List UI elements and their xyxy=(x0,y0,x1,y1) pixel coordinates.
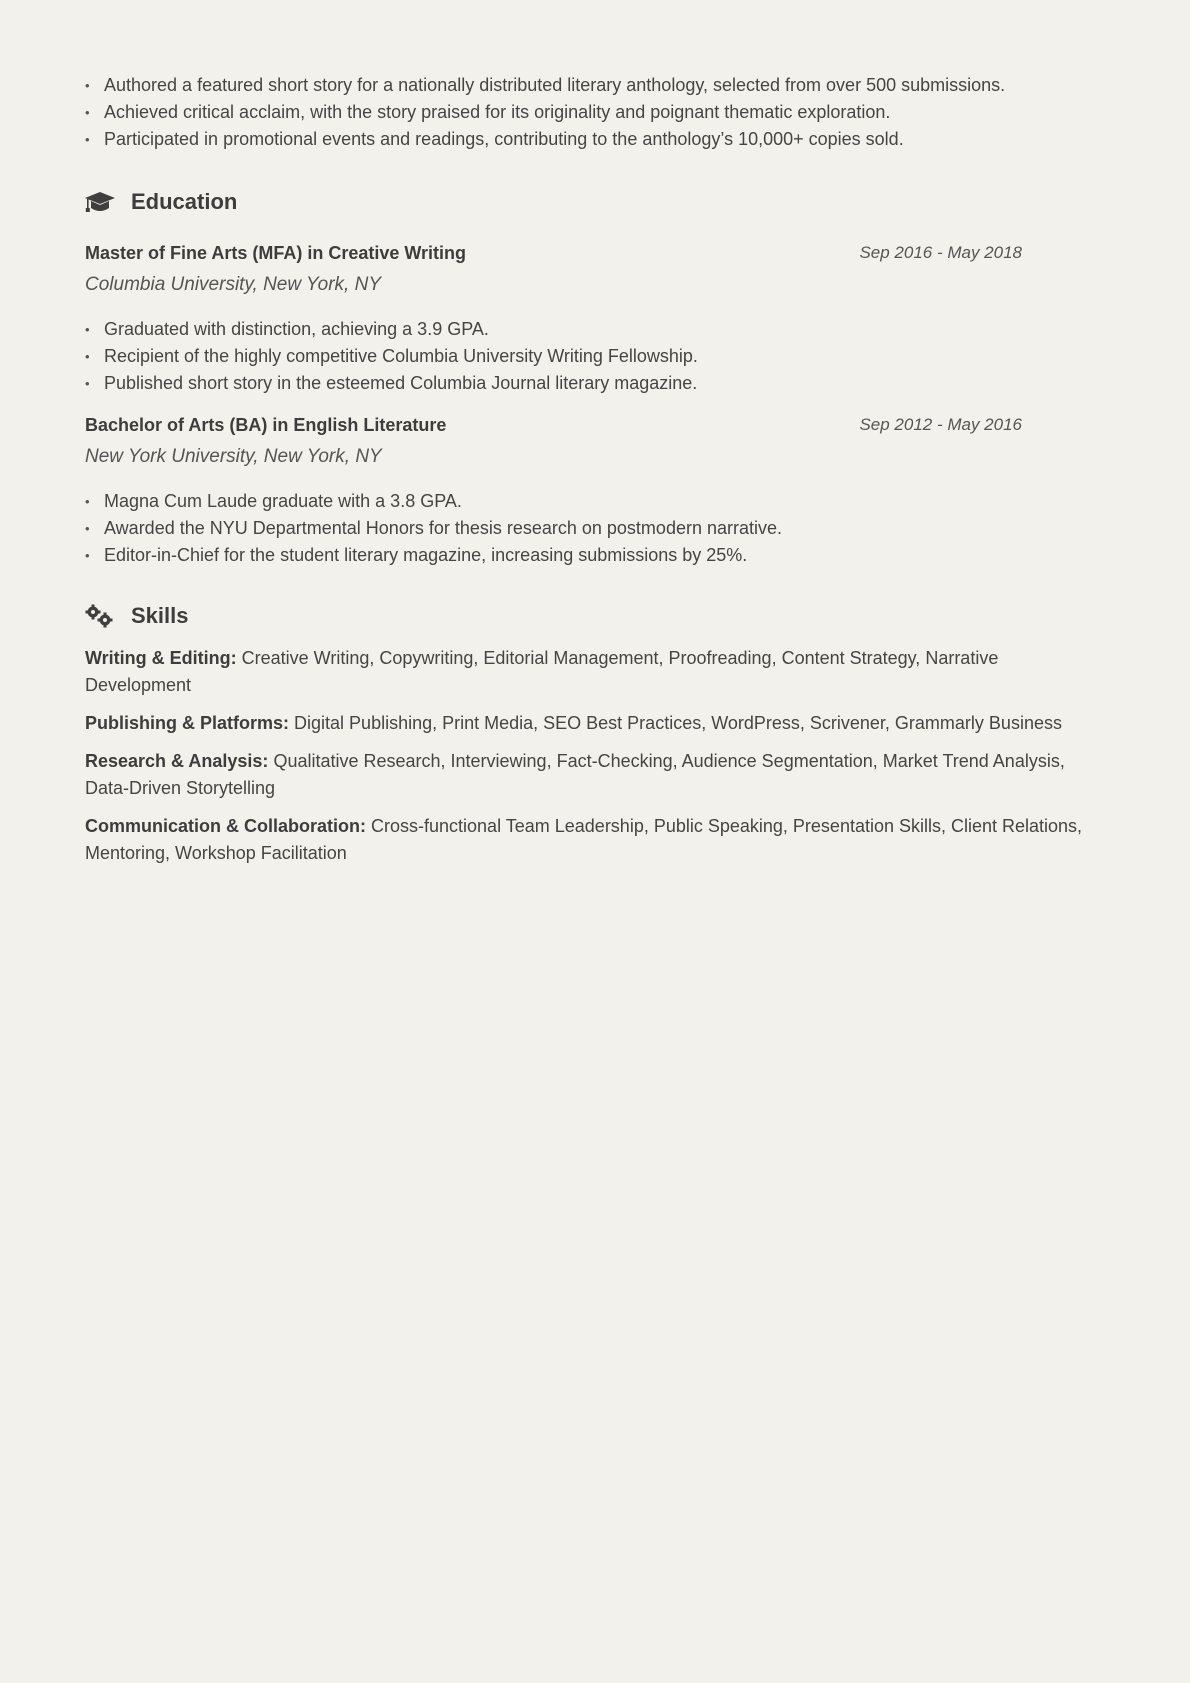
education-entry xyxy=(85,413,1095,569)
list-item: • Recipient of the highly competitive Columbia University Writing Fellowship. xyxy=(104,343,1095,370)
dates: Sep 2012 - May 2016 xyxy=(859,415,1022,434)
education-heading xyxy=(85,185,1095,219)
education-entry xyxy=(85,241,1095,397)
resume-page xyxy=(0,0,1095,867)
skill-group xyxy=(85,710,1095,737)
list-item: • Graduated with distinction, achieving a 3.9 GPA. xyxy=(104,316,1095,343)
list-item: • Magna Cum Laude graduate with a 3.8 GPA. xyxy=(104,488,1095,515)
skills-list xyxy=(85,645,1095,867)
list-item: • Achieved critical acclaim, with the story praised for its originality and poignant thematic exploration. xyxy=(104,99,1095,126)
cogs-icon xyxy=(85,603,115,629)
section-title: Education xyxy=(131,189,238,214)
skill-items: Digital Publishing, Print Media, SEO Best Practices, WordPress, Scrivener, Grammarly Business xyxy=(294,713,1062,733)
school: Columbia University, New York, NY xyxy=(85,274,382,295)
list-item: • Authored a featured short story for a nationally distributed literary anthology, selected from over 500 submissions. xyxy=(104,72,1095,99)
skills-heading xyxy=(85,599,1095,633)
school: New York University, New York, NY xyxy=(85,446,382,467)
graduation-cap-icon xyxy=(85,189,115,215)
section-title: Skills xyxy=(131,603,189,628)
skill-items: Creative Writing, Copywriting, Editorial Management, Proofreading, Content Strategy, Narrative Development xyxy=(85,648,999,695)
list-item: • Editor-in-Chief for the student literary magazine, increasing submissions by 25%. xyxy=(104,542,1095,569)
experience-bullets xyxy=(85,72,1095,153)
dates: Sep 2016 - May 2018 xyxy=(859,243,1022,262)
skill-group xyxy=(85,748,1095,802)
skill-label: Communication & Collaboration: xyxy=(85,816,366,836)
degree: Master of Fine Arts (MFA) in Creative Writing xyxy=(85,243,467,263)
skill-label: Writing & Editing: xyxy=(85,648,237,668)
skill-items: Cross-functional Team Leadership, Public Speaking, Presentation Skills, Client Relations, Mentoring, Workshop Facilitation xyxy=(85,816,1083,863)
skill-label: Publishing & Platforms: xyxy=(85,713,290,733)
list-item: • Awarded the NYU Departmental Honors for thesis research on postmodern narrative. xyxy=(104,515,1095,542)
list-item: • Participated in promotional events and readings, contributing to the anthology’s 10,000+ copies sold. xyxy=(104,126,1095,153)
degree: Bachelor of Arts (BA) in English Literature xyxy=(85,415,447,435)
skill-items: Qualitative Research, Interviewing, Fact-Checking, Audience Segmentation, Market Trend Analysis, Data-Driven Storytelling xyxy=(85,751,1065,798)
skill-label: Research & Analysis: xyxy=(85,751,269,771)
list-item: • Published short story in the esteemed Columbia Journal literary magazine. xyxy=(104,370,1095,397)
skill-group xyxy=(85,645,1095,699)
skill-group xyxy=(85,813,1095,867)
